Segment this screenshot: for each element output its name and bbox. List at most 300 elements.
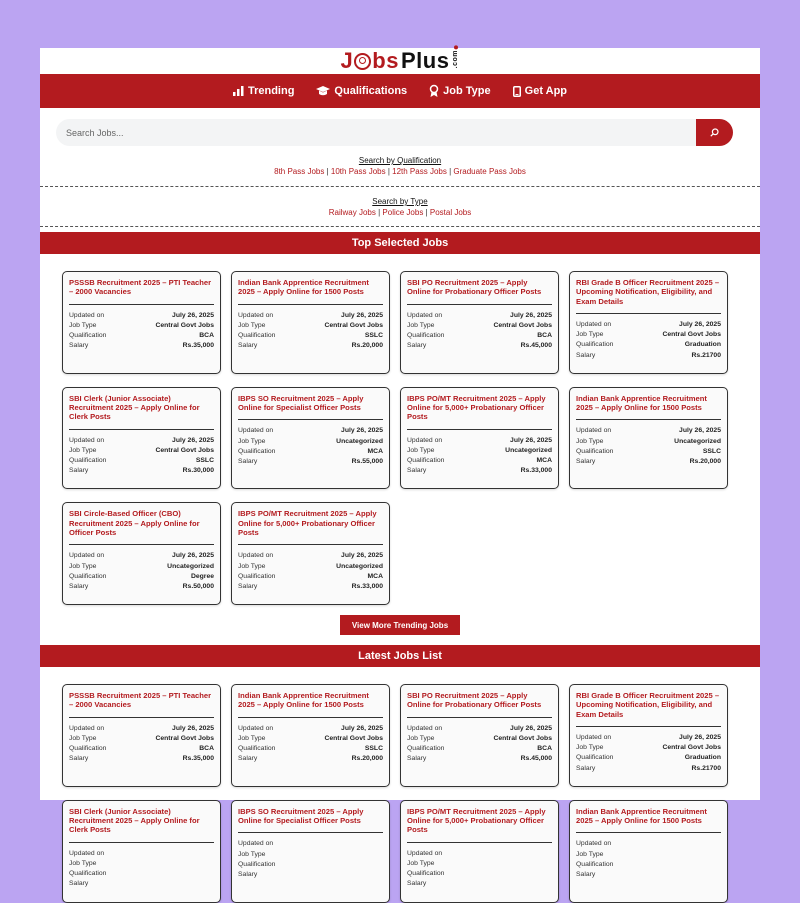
job-title-link[interactable]: IBPS PO/MT Recruitment 2025 – Apply Online for 5,000+ Probationary Officer Posts [238, 509, 383, 545]
qualification-links: 8th Pass Jobs | 10th Pass Jobs | 12th Pass Jobs | Graduate Pass Jobs [274, 167, 526, 176]
qualification-row [407, 869, 552, 879]
job-type-value: Central Govt Jobs [662, 744, 721, 752]
qualification-value: MCA [367, 447, 383, 455]
salary-value: Rs.55,000 [351, 457, 383, 465]
salary-label: Salary [576, 351, 596, 359]
job-type-label: Job Type [69, 321, 97, 329]
search-bar [56, 119, 733, 146]
qualification-row [407, 744, 552, 754]
search-input[interactable] [56, 119, 696, 146]
link-10th-pass[interactable]: 10th Pass Jobs [330, 167, 386, 176]
job-title-link[interactable]: RBI Grade B Officer Recruitment 2025 – Upcoming Notification, Eligibility, and Exam Details [576, 278, 721, 314]
link-police[interactable]: Police Jobs [382, 208, 424, 217]
salary-row [69, 582, 214, 592]
job-card[interactable] [62, 387, 221, 490]
salary-label: Salary [407, 342, 427, 350]
search-button[interactable] [696, 119, 733, 146]
header-logo-bar [40, 48, 760, 74]
job-type-label: Job Type [69, 562, 97, 570]
link-postal[interactable]: Postal Jobs [429, 208, 472, 217]
salary-value: Rs.20,000 [351, 342, 383, 350]
job-card[interactable] [569, 387, 728, 490]
job-type-label: Job Type [69, 859, 97, 867]
job-type-value: Uncategorized [336, 437, 383, 445]
section-heading-latest: Latest Jobs List [40, 645, 760, 667]
card-spacer [69, 890, 214, 896]
updated-on-label: Updated on [238, 311, 274, 319]
top-selected-grid [40, 271, 760, 605]
salary-label: Salary [69, 582, 89, 590]
salary-row [407, 466, 552, 476]
job-details [238, 426, 383, 467]
updated-on-row [576, 839, 721, 849]
salary-row [69, 466, 214, 476]
card-spacer [69, 592, 214, 598]
updated-on-label: Updated on [69, 849, 105, 857]
qualification-row [576, 447, 721, 457]
updated-on-row [576, 320, 721, 330]
job-type-row [238, 437, 383, 447]
qualification-label: Qualification [69, 457, 107, 464]
job-type-row [238, 562, 383, 572]
updated-on-label: Updated on [238, 724, 274, 732]
qualification-row [69, 456, 214, 466]
qualification-filter-title: Search by Qualification [358, 156, 442, 165]
qualification-row [238, 331, 383, 341]
job-type-label: Job Type [407, 321, 435, 329]
qualification-value: SSLC [195, 457, 214, 464]
link-12th-pass[interactable]: 12th Pass Jobs [392, 167, 447, 176]
job-type-row [69, 321, 214, 331]
job-title-link[interactable]: SBI PO Recruitment 2025 – Apply Online for Probationary Officer Posts [407, 278, 552, 305]
salary-label: Salary [238, 342, 258, 350]
salary-value: Rs.33,000 [520, 467, 552, 475]
updated-on-label: Updated on [238, 840, 274, 848]
updated-on-label: Updated on [407, 436, 443, 444]
job-card[interactable] [400, 271, 559, 374]
updated-on-label: Updated on [576, 840, 612, 848]
job-details [238, 551, 383, 592]
card-spacer [238, 351, 383, 357]
salary-value: Rs.45,000 [520, 755, 552, 763]
job-type-label: Job Type [238, 562, 266, 570]
updated-on-value: July 26, 2025 [679, 320, 721, 328]
job-type-row [576, 330, 721, 340]
qualification-label: Qualification [407, 745, 445, 753]
award-ribbon-icon [429, 85, 439, 97]
updated-on-value: July 26, 2025 [679, 427, 721, 435]
qualification-label: Qualification [407, 870, 445, 878]
salary-row [238, 341, 383, 351]
updated-on-label: Updated on [407, 724, 443, 732]
job-details [576, 733, 721, 774]
updated-on-label: Updated on [238, 552, 274, 560]
qualification-row [69, 331, 214, 341]
qualification-row [576, 753, 721, 763]
job-details [69, 551, 214, 592]
site-logo[interactable]: J bs Plus .com [340, 48, 460, 74]
job-card[interactable] [569, 271, 728, 374]
updated-on-row [407, 849, 552, 859]
qualification-label: Qualification [238, 447, 276, 455]
updated-on-row [238, 311, 383, 321]
updated-on-row [69, 311, 214, 321]
job-type-label: Job Type [238, 321, 266, 329]
qualification-value: Degree [190, 572, 214, 580]
job-type-row [576, 743, 721, 753]
qualification-value: MCA [367, 572, 383, 580]
type-filter [40, 187, 760, 227]
card-spacer [407, 351, 552, 357]
card-spacer [407, 890, 552, 896]
view-more-trending-button[interactable]: View More Trending Jobs [340, 615, 460, 635]
qualification-value: Graduation [684, 341, 721, 349]
job-type-value: Uncategorized [167, 562, 214, 570]
nav-get-app[interactable]: Get App [513, 85, 567, 97]
salary-row [238, 754, 383, 764]
job-type-value: Central Govt Jobs [155, 734, 214, 742]
job-title-link[interactable]: SBI Circle-Based Officer (CBO) Recruitment 2025 – Apply Online for Officer Posts [69, 509, 214, 545]
salary-row [576, 870, 721, 880]
job-type-row [69, 859, 214, 869]
job-title-link[interactable]: PSSSB Recruitment 2025 – PTI Teacher – 2000 Vacancies [69, 691, 214, 718]
job-type-label: Job Type [407, 446, 435, 454]
updated-on-value: July 26, 2025 [510, 724, 552, 732]
salary-value: Rs.33,000 [351, 582, 383, 590]
salary-row [407, 341, 552, 351]
updated-on-value: July 26, 2025 [341, 552, 383, 560]
job-details [407, 724, 552, 765]
qualification-value: MCA [536, 457, 552, 464]
job-title-link[interactable]: IBPS PO/MT Recruitment 2025 – Apply Online for 5,000+ Probationary Officer Posts [407, 807, 552, 843]
job-card[interactable] [231, 271, 390, 374]
job-type-label: Job Type [69, 446, 97, 454]
job-title-link[interactable]: SBI PO Recruitment 2025 – Apply Online for Probationary Officer Posts [407, 691, 552, 718]
updated-on-row [407, 436, 552, 446]
updated-on-value: July 26, 2025 [679, 734, 721, 741]
qualification-row [69, 744, 214, 754]
qualification-row [576, 860, 721, 870]
qualification-row [576, 340, 721, 350]
job-type-row [407, 859, 552, 869]
job-title-link[interactable]: Indian Bank Apprentice Recruitment 2025 – Apply Online for 1500 Posts [238, 691, 383, 718]
updated-on-value: July 26, 2025 [510, 436, 552, 444]
job-details [69, 311, 214, 352]
salary-row [407, 754, 552, 764]
salary-row [69, 879, 214, 889]
salary-label: Salary [69, 342, 89, 350]
qualification-label: Qualification [576, 341, 614, 349]
updated-on-row [238, 426, 383, 436]
updated-on-row [69, 849, 214, 859]
qualification-value: Graduation [684, 754, 721, 762]
qualification-label: Qualification [238, 332, 276, 339]
job-details [576, 320, 721, 361]
job-details [238, 311, 383, 352]
qualification-label: Qualification [69, 870, 107, 878]
qualification-row [238, 447, 383, 457]
job-title-link[interactable]: PSSSB Recruitment 2025 – PTI Teacher – 2000 Vacancies [69, 278, 214, 305]
salary-row [407, 879, 552, 889]
job-type-value: Central Govt Jobs [324, 321, 383, 329]
qualification-label: Qualification [69, 332, 107, 339]
updated-on-value: July 26, 2025 [510, 311, 552, 319]
job-type-value: Central Govt Jobs [155, 446, 214, 454]
job-details [576, 839, 721, 880]
salary-label: Salary [576, 764, 596, 772]
updated-on-row [69, 436, 214, 446]
salary-row [238, 582, 383, 592]
job-type-row [238, 321, 383, 331]
link-graduate-pass[interactable]: Graduate Pass Jobs [453, 167, 526, 176]
qualification-row [407, 456, 552, 466]
job-title-link[interactable]: SBI Clerk (Junior Associate) Recruitment 2025 – Apply Online for Clerk Posts [69, 807, 214, 843]
job-type-value: Central Govt Jobs [662, 331, 721, 339]
salary-row [576, 351, 721, 361]
job-type-row [69, 734, 214, 744]
qualification-row [238, 572, 383, 582]
job-type-row [69, 446, 214, 456]
job-card[interactable] [62, 271, 221, 374]
qualification-filter [40, 156, 760, 187]
salary-label: Salary [69, 467, 89, 475]
qualification-value: BCA [537, 745, 552, 753]
qualification-label: Qualification [238, 860, 276, 868]
job-details [69, 849, 214, 890]
salary-label: Salary [69, 755, 89, 763]
updated-on-label: Updated on [69, 311, 105, 319]
updated-on-label: Updated on [238, 427, 274, 435]
job-type-label: Job Type [238, 437, 266, 445]
updated-on-row [69, 551, 214, 561]
card-spacer [238, 765, 383, 771]
salary-label: Salary [238, 755, 258, 763]
job-card[interactable] [62, 502, 221, 605]
salary-value: Rs.30,000 [182, 467, 214, 475]
salary-row [576, 457, 721, 467]
job-type-row [407, 446, 552, 456]
salary-label: Salary [407, 755, 427, 763]
updated-on-row [238, 839, 383, 849]
bar-chart-icon [233, 86, 244, 96]
nav-trending[interactable]: Trending [233, 85, 294, 97]
job-card[interactable] [231, 387, 390, 490]
job-type-value: Central Govt Jobs [493, 734, 552, 742]
job-details [407, 849, 552, 890]
card-spacer [69, 476, 214, 482]
salary-value: Rs.35,000 [182, 755, 214, 763]
card-spacer [69, 765, 214, 771]
salary-value: Rs.20,000 [351, 755, 383, 763]
salary-label: Salary [407, 880, 427, 888]
updated-on-label: Updated on [576, 734, 612, 741]
qualification-label: Qualification [576, 754, 614, 762]
qualification-label: Qualification [407, 457, 445, 464]
salary-value: Rs.21700 [691, 764, 721, 772]
link-railway[interactable]: Railway Jobs [328, 208, 376, 217]
job-type-row [576, 437, 721, 447]
updated-on-row [238, 551, 383, 561]
job-card[interactable] [62, 800, 221, 903]
updated-on-label: Updated on [69, 724, 105, 732]
job-type-value: Uncategorized [505, 446, 552, 454]
qualification-value: SSLC [364, 332, 383, 339]
updated-on-label: Updated on [69, 552, 105, 560]
job-type-label: Job Type [238, 850, 266, 858]
job-type-value: Uncategorized [674, 437, 721, 445]
qualification-label: Qualification [576, 860, 614, 868]
job-title-link[interactable]: IBPS SO Recruitment 2025 – Apply Online for Specialist Officer Posts [238, 807, 383, 834]
latest-jobs-grid [40, 684, 760, 902]
updated-on-row [407, 724, 552, 734]
updated-on-row [576, 733, 721, 743]
job-type-label: Job Type [576, 437, 604, 445]
job-title-link[interactable]: Indian Bank Apprentice Recruitment 2025 – Apply Online for 1500 Posts [576, 394, 721, 421]
updated-on-label: Updated on [576, 320, 612, 328]
job-title-link[interactable]: IBPS SO Recruitment 2025 – Apply Online for Specialist Officer Posts [238, 394, 383, 421]
qualification-row [407, 331, 552, 341]
qualification-value: SSLC [702, 447, 721, 455]
type-filter-title: Search by Type [372, 197, 428, 206]
job-type-row [407, 321, 552, 331]
job-card[interactable] [569, 684, 728, 787]
salary-value: Rs.45,000 [520, 342, 552, 350]
updated-on-value: July 26, 2025 [341, 724, 383, 732]
updated-on-value: July 26, 2025 [172, 436, 214, 444]
job-type-row [238, 850, 383, 860]
job-title-link[interactable]: RBI Grade B Officer Recruitment 2025 – Upcoming Notification, Eligibility, and Exam Details [576, 691, 721, 727]
main-nav [40, 74, 760, 108]
job-details [69, 436, 214, 477]
job-title-link[interactable]: IBPS PO/MT Recruitment 2025 – Apply Online for 5,000+ Probationary Officer Posts [407, 394, 552, 430]
salary-row [69, 754, 214, 764]
job-type-label: Job Type [69, 734, 97, 742]
job-type-row [238, 734, 383, 744]
salary-value: Rs.21700 [691, 351, 721, 359]
job-title-link[interactable]: Indian Bank Apprentice Recruitment 2025 – Apply Online for 1500 Posts [238, 278, 383, 305]
salary-value: Rs.50,000 [182, 582, 214, 590]
job-type-value: Central Govt Jobs [493, 321, 552, 329]
salary-label: Salary [238, 582, 258, 590]
job-card[interactable] [231, 684, 390, 787]
qualification-label: Qualification [238, 572, 276, 580]
qualification-label: Qualification [407, 332, 445, 339]
job-type-label: Job Type [407, 734, 435, 742]
job-details [407, 436, 552, 477]
job-type-label: Job Type [576, 744, 604, 752]
salary-row [576, 764, 721, 774]
job-title-link[interactable]: Indian Bank Apprentice Recruitment 2025 – Apply Online for 1500 Posts [576, 807, 721, 834]
job-type-row [69, 562, 214, 572]
job-card[interactable] [569, 800, 728, 903]
job-title-link[interactable]: SBI Clerk (Junior Associate) Recruitment 2025 – Apply Online for Clerk Posts [69, 394, 214, 430]
link-8th-pass[interactable]: 8th Pass Jobs [274, 167, 325, 176]
qualification-label: Qualification [576, 447, 614, 455]
updated-on-value: July 26, 2025 [172, 724, 214, 732]
job-details [238, 839, 383, 880]
card-spacer [576, 361, 721, 367]
updated-on-row [238, 724, 383, 734]
card-spacer [576, 880, 721, 886]
card-spacer [69, 351, 214, 357]
job-card[interactable] [231, 502, 390, 605]
salary-row [238, 457, 383, 467]
qualification-row [69, 572, 214, 582]
job-card[interactable] [400, 387, 559, 490]
qualification-row [69, 869, 214, 879]
updated-on-row [407, 311, 552, 321]
job-card[interactable] [62, 684, 221, 787]
updated-on-label: Updated on [576, 427, 612, 435]
job-type-label: Job Type [576, 850, 604, 858]
updated-on-row [69, 724, 214, 734]
card-spacer [576, 467, 721, 473]
job-card[interactable] [400, 800, 559, 903]
qualification-value: BCA [537, 332, 552, 339]
salary-label: Salary [576, 871, 596, 879]
salary-value: Rs.20,000 [689, 457, 721, 465]
salary-value: Rs.35,000 [182, 342, 214, 350]
job-type-value: Central Govt Jobs [155, 321, 214, 329]
card-spacer [407, 476, 552, 482]
updated-on-row [576, 426, 721, 436]
job-type-value: Central Govt Jobs [324, 734, 383, 742]
qualification-row [238, 744, 383, 754]
card-spacer [238, 880, 383, 886]
card-spacer [238, 592, 383, 598]
search-icon [710, 125, 719, 140]
job-type-value: Uncategorized [336, 562, 383, 570]
qualification-label: Qualification [69, 572, 107, 580]
updated-on-value: July 26, 2025 [172, 552, 214, 560]
qualification-label: Qualification [238, 745, 276, 753]
mobile-phone-icon [513, 86, 521, 97]
salary-label: Salary [238, 457, 258, 465]
job-type-label: Job Type [576, 331, 604, 339]
nav-qualifications[interactable]: Qualifications [316, 85, 407, 97]
page [40, 48, 760, 888]
job-type-row [576, 850, 721, 860]
job-type-label: Job Type [238, 734, 266, 742]
view-more-wrap [40, 615, 760, 635]
updated-on-value: July 26, 2025 [172, 311, 214, 319]
graduation-cap-icon [316, 86, 330, 96]
type-links: Railway Jobs | Police Jobs | Postal Jobs [328, 208, 472, 217]
updated-on-value: July 26, 2025 [341, 427, 383, 435]
job-card[interactable] [231, 800, 390, 903]
nav-job-type[interactable]: Job Type [429, 85, 490, 97]
qualification-value: BCA [199, 332, 214, 339]
salary-label: Salary [69, 880, 89, 888]
card-spacer [238, 467, 383, 473]
salary-label: Salary [238, 871, 258, 879]
salary-row [238, 870, 383, 880]
card-spacer [407, 765, 552, 771]
qualification-row [238, 860, 383, 870]
salary-row [69, 341, 214, 351]
job-card[interactable] [400, 684, 559, 787]
qualification-label: Qualification [69, 745, 107, 753]
job-details [407, 311, 552, 352]
qualification-value: BCA [199, 745, 214, 753]
section-heading-top-selected: Top Selected Jobs [40, 232, 760, 254]
salary-label: Salary [576, 457, 596, 465]
updated-on-value: July 26, 2025 [341, 311, 383, 319]
job-details [238, 724, 383, 765]
updated-on-label: Updated on [407, 311, 443, 319]
updated-on-label: Updated on [69, 436, 105, 444]
updated-on-label: Updated on [407, 849, 443, 857]
